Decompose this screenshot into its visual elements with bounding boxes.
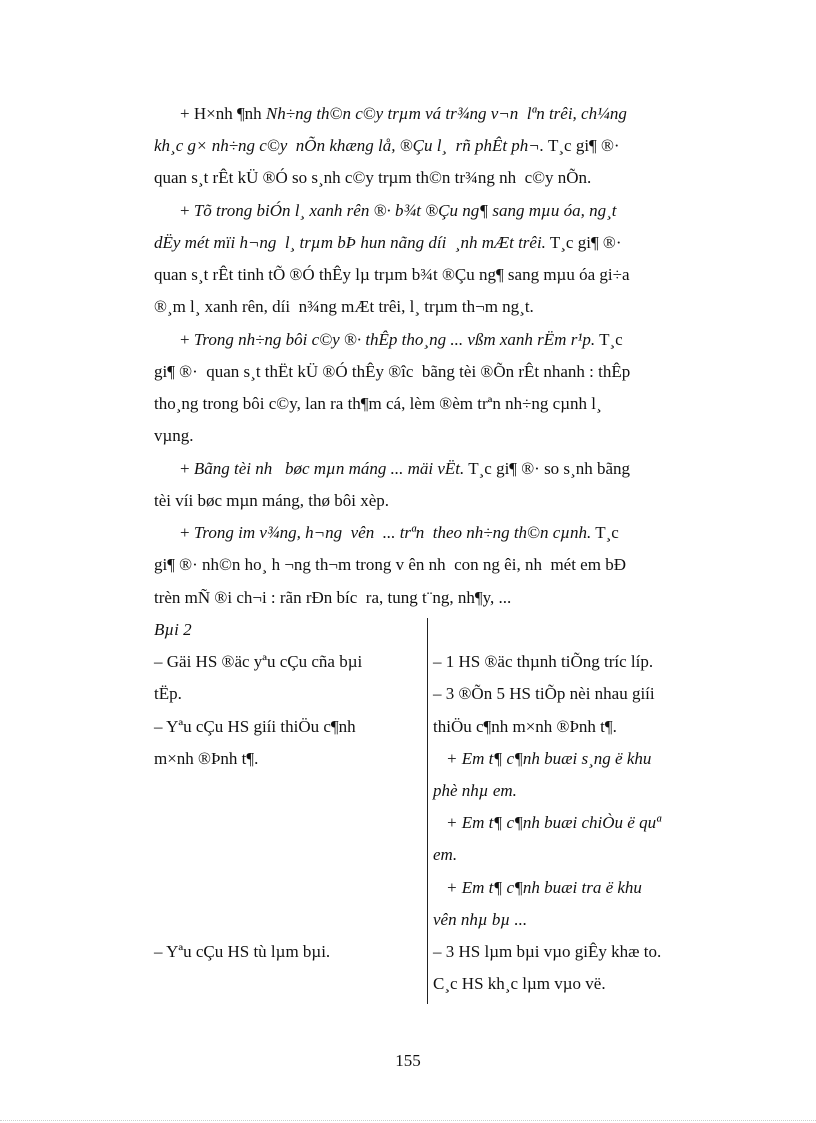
paragraph-2-line-3 bbox=[154, 264, 630, 288]
text-segment: tho¸ng trong bôi c©y, lan ra th¶m cá, lèm ®èm trªn nh÷ng cµnh l¸ bbox=[154, 394, 602, 413]
paragraph-5-line-1 bbox=[180, 522, 619, 546]
text-segment: vµng. bbox=[154, 426, 194, 445]
right-column-line: vên nhµ bµ ... bbox=[433, 910, 528, 929]
paragraph-3-line-4 bbox=[154, 425, 194, 449]
paragraph-3-line-2 bbox=[154, 361, 630, 385]
text-segment: T¸c bbox=[595, 330, 623, 349]
text-segment: quan s¸t rÊt kÜ ®Ó so s¸nh c©y trµm th©n tr¾ng nh c©y nÕn. bbox=[154, 168, 592, 187]
right-column-line: phè nhµ em. bbox=[433, 781, 517, 800]
text-segment: trèn mÑ ®i ch¬i : rãn rÐn bíc ra, tung t¨ng, nh¶y, ... bbox=[154, 588, 512, 607]
text-segment: quan s¸t rÊt tinh tÕ ®Ó thÊy lµ trµm b¾t ®Çu ng¶ sang mµu óa gi÷a bbox=[154, 265, 630, 284]
right-column-line: – 3 HS lµm bµi vµo giÊy khæ to. bbox=[433, 942, 662, 961]
column-divider bbox=[427, 618, 428, 1004]
text-segment: + bbox=[180, 459, 194, 478]
paragraph-1-line-2 bbox=[154, 135, 620, 159]
left-column-line: – Gäi HS ®äc yªu cÇu cña bµi bbox=[154, 652, 363, 671]
text-segment: tèi víi bøc mµn máng, thø bôi xèp. bbox=[154, 491, 390, 510]
right-column-line: thiÖu c¶nh m×nh ®Þnh t¶. bbox=[433, 717, 617, 736]
text-segment: T¸c bbox=[591, 523, 619, 542]
paragraph-5-line-2 bbox=[154, 554, 626, 578]
paragraph-2-line-4 bbox=[154, 296, 534, 320]
page-number: 155 bbox=[395, 1051, 421, 1070]
right-column-line: – 1 HS ®äc thµnh tiÕng tríc líp. bbox=[433, 652, 654, 671]
text-segment: dËy mét mïi h¬ng l¸ trµm bÞ hun nãng díi ¸nh mÆt trêi. bbox=[154, 233, 546, 252]
right-column-line: C¸c HS kh¸c lµm vµo vë. bbox=[433, 974, 606, 993]
text-segment: gi¶ ®· quan s¸t thËt kÜ ®Ó thÊy ®îc bãng tèi ®Õn rÊt nhanh : thÊp bbox=[154, 362, 631, 381]
text-segment: T¸c gi¶ ®· bbox=[544, 136, 620, 155]
paragraph-5-line-3 bbox=[154, 587, 511, 611]
right-column-line: – 3 ®Õn 5 HS tiÕp nèi nhau giíi bbox=[433, 684, 655, 703]
page-bottom-rule bbox=[0, 1120, 816, 1121]
left-column-line: – Yªu cÇu HS giíi thiÖu c¶nh bbox=[154, 717, 356, 736]
text-segment: + bbox=[180, 523, 194, 542]
paragraph-2-line-2 bbox=[154, 232, 621, 256]
paragraph-1-line-3 bbox=[154, 167, 591, 191]
text-segment: Bãng tèi nh bøc mµn máng ... mäi vËt. bbox=[193, 459, 465, 478]
right-column-line: + Em t¶ c¶nh buæi s¸ng ë khu bbox=[446, 749, 652, 768]
left-column-line: – Yªu cÇu HS tù lµm bµi. bbox=[154, 942, 331, 961]
paragraph-3-line-3 bbox=[154, 393, 602, 417]
paragraph-2-line-1 bbox=[180, 200, 616, 224]
text-segment: kh¸c g× nh÷ng c©y nÕn khæng lå, ®Çu l¸ rñ phÊt ph¬. bbox=[154, 136, 545, 155]
text-segment: Nh÷ng th©n c©y trµm vá tr¾ng v¬n lªn trêi, ch¼ng bbox=[265, 104, 627, 123]
text-segment: gi¶ ®· nh©n ho¸ h ¬ng th¬m trong v ên nh con ng êi, nh mét em bÐ bbox=[154, 555, 626, 574]
paragraph-4-line-2 bbox=[154, 490, 389, 514]
text-segment: ®¸m l¸ xanh rên, díi n¾ng mÆt trêi, l¸ trµm th¬m ng¸t. bbox=[154, 297, 534, 316]
left-column-line: tËp. bbox=[154, 684, 182, 703]
right-column-line: em. bbox=[433, 845, 458, 864]
text-segment: Trong nh÷ng bôi c©y ®· thÊp tho¸ng ... vßm xanh rËm r¹p. bbox=[193, 330, 596, 349]
text-segment: + bbox=[180, 330, 194, 349]
text-segment: + bbox=[180, 201, 194, 220]
section-title: Bµi 2 bbox=[154, 620, 192, 639]
left-column-line: m×nh ®Þnh t¶. bbox=[154, 749, 259, 768]
paragraph-1-line-1 bbox=[180, 103, 627, 127]
paragraph-4-line-1 bbox=[180, 458, 630, 482]
text-segment: + H×nh ¶nh bbox=[180, 104, 266, 123]
right-column-line: + Em t¶ c¶nh buæi chiÒu ë quª bbox=[446, 813, 661, 832]
right-column-line: + Em t¶ c¶nh buæi tra ë khu bbox=[446, 878, 642, 897]
paragraph-3-line-1 bbox=[180, 329, 623, 353]
text-segment: T¸c gi¶ ®· bbox=[545, 233, 622, 252]
text-segment: T¸c gi¶ ®· so s¸nh bãng bbox=[464, 459, 631, 478]
text-segment: Trong im v¾ng, h¬ng vên ... trªn theo nh÷ng th©n cµnh. bbox=[193, 523, 592, 542]
text-segment: Tõ trong biÓn l¸ xanh rên ®· b¾t ®Çu ng¶ sang mµu óa, ng¸t bbox=[193, 201, 617, 220]
